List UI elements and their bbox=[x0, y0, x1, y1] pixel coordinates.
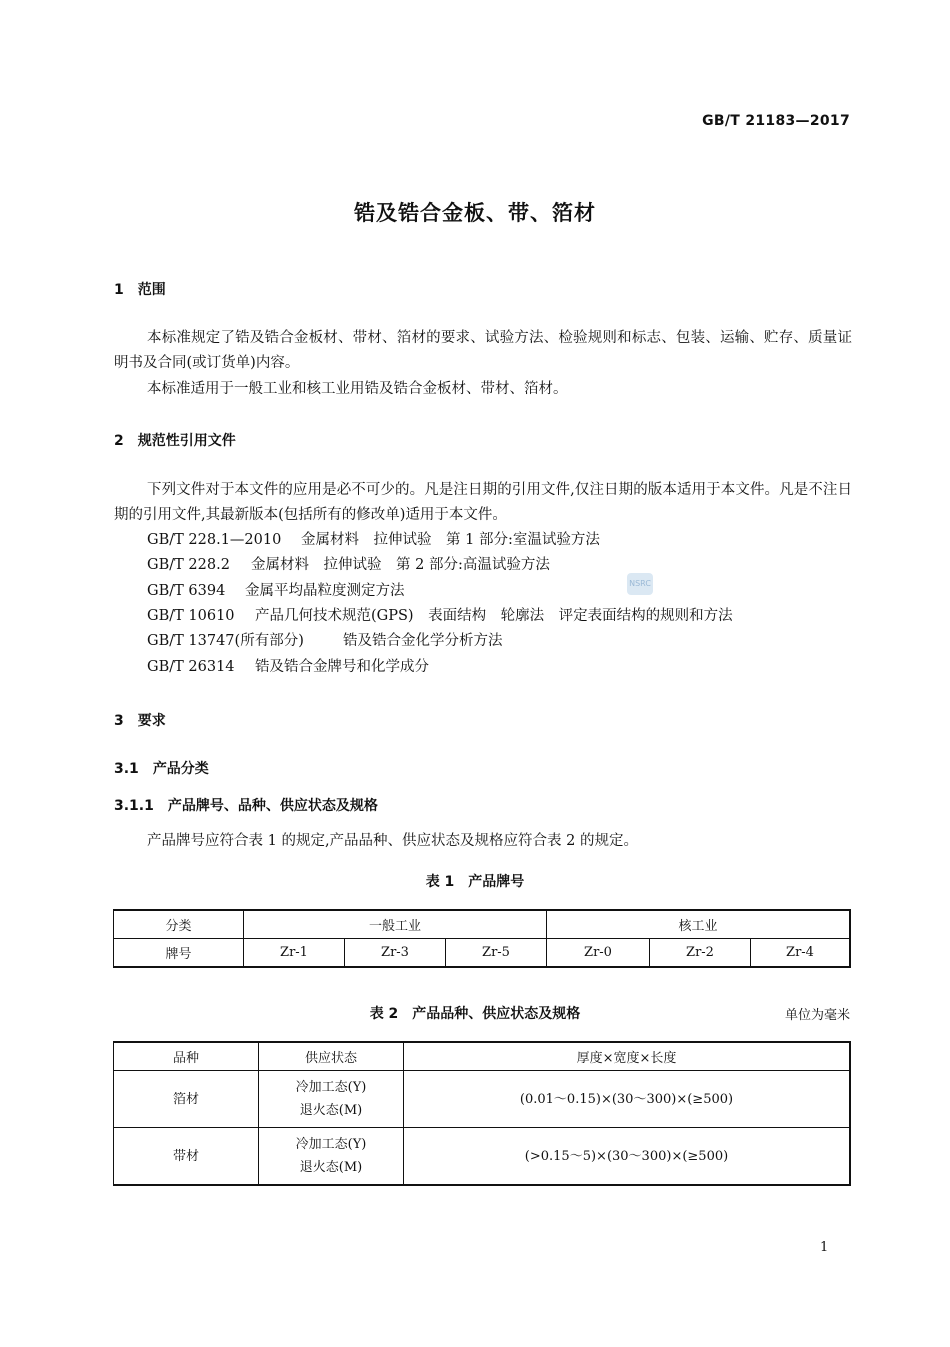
section-1-heading bbox=[114, 279, 166, 299]
table-2-caption: 表 2 产品品种、供应状态及规格 bbox=[369, 1006, 581, 1022]
section-number: 3.1.1 bbox=[114, 798, 154, 814]
table-cell: Zr-3 bbox=[345, 939, 446, 968]
scope-paragraph-1: 本标准规定了锆及锆合金板材、带材、箔材的要求、试验方法、检验规则和标志、包装、运输、贮存、质量证明书及合同(或订货单)内容。 bbox=[114, 330, 852, 371]
classification-paragraph: 产品牌号应符合表 1 的规定,产品品种、供应状态及规格应符合表 2 的规定。 bbox=[147, 833, 638, 849]
reference-code: GB/T 10610 bbox=[147, 608, 235, 624]
section-2-heading bbox=[114, 430, 236, 450]
section-3-1-1-heading bbox=[114, 795, 378, 815]
table-header-row bbox=[114, 1042, 851, 1071]
scope-paragraph-2: 本标准适用于一般工业和核工业用锆及锆合金板材、带材、箔材。 bbox=[147, 381, 568, 397]
reference-item bbox=[147, 629, 503, 650]
table-row bbox=[114, 910, 851, 939]
table-cell: 箔材 bbox=[114, 1071, 259, 1128]
table-cell: 分类 bbox=[114, 910, 244, 939]
state-line: 退火态(M) bbox=[299, 1103, 363, 1118]
table-header-cell: 品种 bbox=[114, 1042, 259, 1071]
reference-title: 产品几何技术规范(GPS) 表面结构 轮廓法 评定表面结构的规则和方法 bbox=[255, 608, 733, 624]
table-cell: (>0.15～5)×(30～300)×(≥500) bbox=[404, 1128, 851, 1186]
table-2-unit: 单位为毫米 bbox=[784, 1008, 850, 1023]
watermark-logo: NSRC bbox=[627, 573, 653, 595]
table-row bbox=[114, 1071, 851, 1128]
section-number: 3 bbox=[114, 713, 124, 729]
table-cell bbox=[259, 1071, 404, 1128]
section-title: 产品分类 bbox=[152, 761, 209, 777]
table-cell bbox=[259, 1128, 404, 1186]
table-cell: Zr-2 bbox=[650, 939, 751, 968]
section-title: 范围 bbox=[137, 282, 166, 298]
table-1-caption: 表 1 产品牌号 bbox=[425, 874, 525, 890]
section-3-1-heading bbox=[114, 758, 209, 778]
table-cell: 一般工业 bbox=[244, 910, 547, 939]
reference-title: 金属材料 拉伸试验 第 1 部分:室温试验方法 bbox=[301, 532, 600, 548]
reference-item bbox=[147, 604, 733, 625]
reference-code: GB/T 228.2 bbox=[147, 557, 230, 573]
reference-item bbox=[147, 528, 600, 549]
table-cell: 带材 bbox=[114, 1128, 259, 1186]
reference-item bbox=[147, 579, 405, 600]
reference-title: 金属平均晶粒度测定方法 bbox=[245, 583, 405, 599]
table-cell: Zr-0 bbox=[547, 939, 650, 968]
table-cell: Zr-4 bbox=[751, 939, 851, 968]
reference-item bbox=[147, 655, 429, 676]
section-number: 2 bbox=[114, 433, 124, 449]
table-header-cell: 厚度×宽度×长度 bbox=[404, 1042, 851, 1071]
reference-code: GB/T 26314 bbox=[147, 659, 235, 675]
table-cell: (0.01～0.15)×(30～300)×(≥500) bbox=[404, 1071, 851, 1128]
reference-item bbox=[147, 553, 550, 574]
table-cell: 核工业 bbox=[547, 910, 851, 939]
table-1-grades bbox=[113, 909, 851, 968]
table-cell: Zr-1 bbox=[244, 939, 345, 968]
table-2-specifications bbox=[113, 1041, 851, 1186]
table-row bbox=[114, 1128, 851, 1186]
section-number: 3.1 bbox=[114, 761, 139, 777]
document-title: 锆及锆合金板、带、箔材 bbox=[354, 201, 596, 225]
reference-code: GB/T 228.1—2010 bbox=[147, 532, 282, 548]
section-title: 规范性引用文件 bbox=[137, 433, 236, 449]
reference-code: GB/T 13747(所有部分) bbox=[147, 633, 304, 649]
reference-title: 金属材料 拉伸试验 第 2 部分:高温试验方法 bbox=[251, 557, 550, 573]
table-header-cell: 供应状态 bbox=[259, 1042, 404, 1071]
section-title: 要求 bbox=[137, 713, 166, 729]
section-3-heading bbox=[114, 710, 166, 730]
reference-code: GB/T 6394 bbox=[147, 583, 226, 599]
reference-title: 锆及锆合金牌号和化学成分 bbox=[255, 659, 429, 675]
state-line: 退火态(M) bbox=[299, 1160, 363, 1175]
table-cell: 牌号 bbox=[114, 939, 244, 968]
page-number: 1 bbox=[820, 1240, 829, 1255]
state-line: 冷加工态(Y) bbox=[295, 1137, 367, 1152]
table-row bbox=[114, 939, 851, 968]
table-cell: Zr-5 bbox=[446, 939, 547, 968]
standard-code: GB/T 21183—2017 bbox=[702, 113, 850, 129]
reference-title: 锆及锆合金化学分析方法 bbox=[343, 633, 503, 649]
section-title: 产品牌号、品种、供应状态及规格 bbox=[167, 798, 378, 814]
section-number: 1 bbox=[114, 282, 124, 298]
references-intro: 下列文件对于本文件的应用是必不可少的。凡是注日期的引用文件,仅注日期的版本适用于本文件。凡是不注日期的引用文件,其最新版本(包括所有的修改单)适用于本文件。 bbox=[114, 482, 852, 523]
state-line: 冷加工态(Y) bbox=[295, 1080, 367, 1095]
